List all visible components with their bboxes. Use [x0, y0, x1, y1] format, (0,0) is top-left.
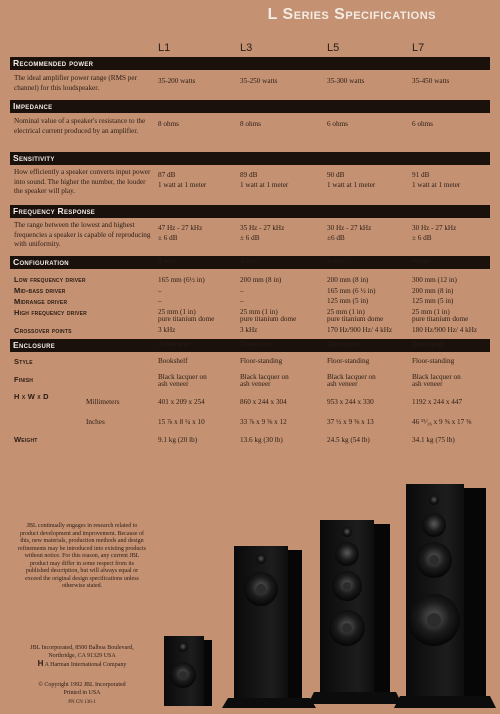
freq-tol-l5: ±6 dB	[327, 234, 345, 242]
high-driver-type-l3: pure titanium dome	[240, 315, 297, 323]
config-l1: 2-way	[158, 257, 176, 265]
finish-veneer-l3: ash veneer	[240, 380, 271, 388]
sensitivity-l3: 89 dB	[240, 171, 258, 179]
page-title: L Series Specifications	[267, 6, 436, 23]
config-l5: 4-way	[327, 257, 345, 265]
high-driver-l3: 25 mm (1 in)	[240, 308, 278, 316]
sensitivity-ref-l1: 1 watt at 1 meter	[158, 181, 207, 189]
enclosure-l7: Tuned port	[412, 340, 444, 348]
impedance-l7: 6 ohms	[412, 120, 433, 128]
style-label: Style	[14, 357, 33, 366]
section-heading: Configuration	[13, 257, 69, 267]
speaker-l5	[308, 520, 402, 704]
high-driver-l1: 25 mm (1 in)	[158, 308, 196, 316]
impedance-l3: 8 ohms	[240, 120, 261, 128]
freq-l1: 47 Hz - 27 kHz	[158, 224, 203, 232]
high-driver-l5: 25 mm (1 in)	[327, 308, 365, 316]
recommended-power-description: The ideal amplifier power range (RMS per channel) for this loudspeaker.	[14, 74, 137, 92]
midrange-l1: –	[158, 297, 162, 305]
midbass-l7: 200 mm (8 in)	[412, 287, 454, 295]
enclosure-l5: Tuned port	[327, 340, 359, 348]
weight-label: Weight	[14, 435, 38, 444]
printed-in-text: Printed in USA	[63, 689, 101, 696]
copyright-text: © Copyright 1992 JBL Incorporated	[38, 682, 126, 688]
impedance-description: Nominal value of a speaker's resistance to the electrical current produced by an amplifier.	[14, 117, 146, 135]
dims-mm-l3: 860 x 244 x 304	[240, 398, 287, 406]
low-driver-l5: 200 mm (8 in)	[327, 276, 369, 284]
section-bar-recommended-power	[10, 57, 490, 70]
power-l7: 35-450 watts	[412, 77, 450, 85]
high-driver-l7: 25 mm (1 in)	[412, 308, 450, 316]
enclosure-l1: Tuned port	[158, 340, 190, 348]
speaker-l7	[394, 484, 496, 708]
model-l7: L7	[412, 42, 425, 54]
power-l3: 35-250 watts	[240, 77, 278, 85]
high-driver-type-l7: pure titanium dome	[412, 315, 469, 323]
midbass-l3: –	[240, 287, 244, 295]
low-driver-l3: 200 mm (8 in)	[240, 276, 282, 284]
low-driver-l7: 300 mm (12 in)	[412, 276, 457, 284]
sensitivity-l7: 91 dB	[412, 171, 430, 179]
low-frequency-driver-label: Low frequency driver	[14, 275, 86, 284]
copyright-block	[18, 682, 146, 707]
finish-l5: Black lacquer on	[327, 373, 376, 381]
dims-mm-l5: 953 x 244 x 330	[327, 398, 374, 406]
finish-veneer-l1: ash veneer	[158, 380, 189, 388]
section-heading: Enclosure	[13, 340, 56, 350]
dims-mm-l1: 401 x 209 x 254	[158, 398, 205, 406]
millimeters-label: Millimeters	[86, 398, 120, 406]
crossover-l5: 170 Hz/900 Hz/ 4 kHz	[327, 326, 393, 334]
address-line: JBL Incorporated, 8500 Balboa Boulevard,	[30, 645, 134, 651]
config-l7: 4-way	[412, 257, 430, 265]
style-l1: Bookshelf	[158, 357, 188, 365]
weight-l5: 24.5 kg (54 lb)	[327, 436, 370, 444]
midrange-l7: 125 mm (5 in)	[412, 297, 454, 305]
style-l3: Floor-standing	[240, 357, 283, 365]
harman-text: A Harman International Company	[44, 662, 127, 668]
section-heading: Sensitivity	[13, 153, 55, 163]
midrange-l5: 125 mm (5 in)	[327, 297, 369, 305]
finish-l1: Black lacquer on	[158, 373, 207, 381]
model-l1: L1	[158, 42, 171, 54]
mid-bass-driver-label: Mid-bass driver	[14, 286, 66, 295]
freq-l3: 35 Hz - 27 kHz	[240, 224, 285, 232]
inches-label: Inches	[86, 418, 105, 426]
harman-logo-icon: H	[37, 659, 44, 668]
low-driver-l1: 165 mm (6½ in)	[158, 276, 205, 284]
section-bar-frequency-response	[10, 205, 490, 218]
company-address	[18, 645, 146, 670]
harman-line	[18, 660, 146, 670]
dims-in-l3: 33 ⅞ x 9 ⅝ x 12	[240, 418, 287, 426]
model-header-row	[0, 42, 500, 56]
style-l5: Floor-standing	[327, 357, 370, 365]
power-l1: 35-200 watts	[158, 77, 196, 85]
section-bar-impedance	[10, 100, 490, 113]
finish-l7: Black lacquer on	[412, 373, 461, 381]
finish-veneer-l5: ash veneer	[327, 380, 358, 388]
finish-label: Finish	[14, 375, 34, 384]
freq-l5: 30 Hz - 27 kHz	[327, 224, 372, 232]
disclaimer-text: JBL continually engages in research related to product development and improvement. Because of this, new materials, production methods and design refinements may be introduced into existing products without notice. For this reason, any current JBL product may differ in some respect from its published description, but will always equal or exceed the original design specifications unless otherwise stated.	[18, 523, 146, 589]
speaker-l3	[222, 546, 316, 708]
model-l5: L5	[327, 42, 340, 54]
high-driver-type-l1: pure titanium dome	[158, 315, 215, 323]
speaker-l1	[164, 636, 212, 706]
high-frequency-driver-label: High frequency driver	[14, 308, 87, 317]
freq-l7: 30 Hz - 27 kHz	[412, 224, 457, 232]
weight-l3: 13.6 kg (30 lb)	[240, 436, 283, 444]
crossover-points-label: Crossover points	[14, 326, 72, 335]
dims-in-l1: 15 ⅞ x 8 ¼ x 10	[158, 418, 205, 426]
sensitivity-ref-l7: 1 watt at 1 meter	[412, 181, 461, 189]
crossover-l7: 180 Hz/900 Hz/ 4 kHz	[412, 326, 478, 334]
midrange-l3: –	[240, 297, 244, 305]
dims-mm-l7: 1192 x 244 x 447	[412, 398, 463, 406]
dims-in-l7: 46 ¹⁵⁄₁₆ x 9 ⅝ x 17 ⅝	[412, 418, 472, 426]
crossover-l3: 3 kHz	[240, 326, 258, 334]
crossover-l1: 3 kHz	[158, 326, 176, 334]
section-heading: Impedance	[13, 101, 53, 111]
section-heading: Frequency Response	[13, 206, 96, 216]
sensitivity-l5: 90 dB	[327, 171, 345, 179]
dims-in-l5: 37 ½ x 9 ⅝ x 13	[327, 418, 374, 426]
enclosure-l3: Tuned port	[240, 340, 272, 348]
freq-tol-l1: ± 6 dB	[158, 234, 178, 242]
sensitivity-ref-l3: 1 watt at 1 meter	[240, 181, 289, 189]
speakers-photo	[150, 470, 500, 714]
style-l7: Floor-standing	[412, 357, 455, 365]
weight-l7: 34.1 kg (75 lb)	[412, 436, 455, 444]
part-number: PN CN 136-1	[68, 700, 96, 705]
sensitivity-description: How efficiently a speaker converts input power into sound. The higher the number, the louder the speaker will play.	[14, 168, 151, 195]
finish-l3: Black lacquer on	[240, 373, 289, 381]
weight-l1: 9.1 kg (20 lb)	[158, 436, 198, 444]
section-bar-sensitivity	[10, 152, 490, 165]
high-driver-type-l5: pure titanium dome	[327, 315, 384, 323]
sensitivity-ref-l5: 1 watt at 1 meter	[327, 181, 376, 189]
power-l5: 35-300 watts	[327, 77, 365, 85]
finish-veneer-l7: ash veneer	[412, 380, 443, 388]
midbass-l1: –	[158, 287, 162, 295]
frequency-response-description: The range between the lowest and highest frequencies a speaker is capable of reproducing with uniformity.	[14, 221, 151, 248]
impedance-l5: 6 ohms	[327, 120, 348, 128]
model-l3: L3	[240, 42, 253, 54]
midrange-driver-label: Midrange driver	[14, 297, 68, 306]
freq-tol-l3: ± 6 dB	[240, 234, 260, 242]
address-line: Northridge, CA 91329 USA	[48, 652, 116, 659]
midbass-l5: 165 mm (6 ½ in)	[327, 287, 376, 295]
dimensions-label: H x W x D	[14, 392, 49, 401]
freq-tol-l7: ± 6 dB	[412, 234, 432, 242]
section-heading: Recommended power	[13, 58, 94, 68]
config-l3: 2-way	[240, 257, 258, 265]
sensitivity-l1: 87 dB	[158, 171, 176, 179]
impedance-l1: 8 ohms	[158, 120, 179, 128]
